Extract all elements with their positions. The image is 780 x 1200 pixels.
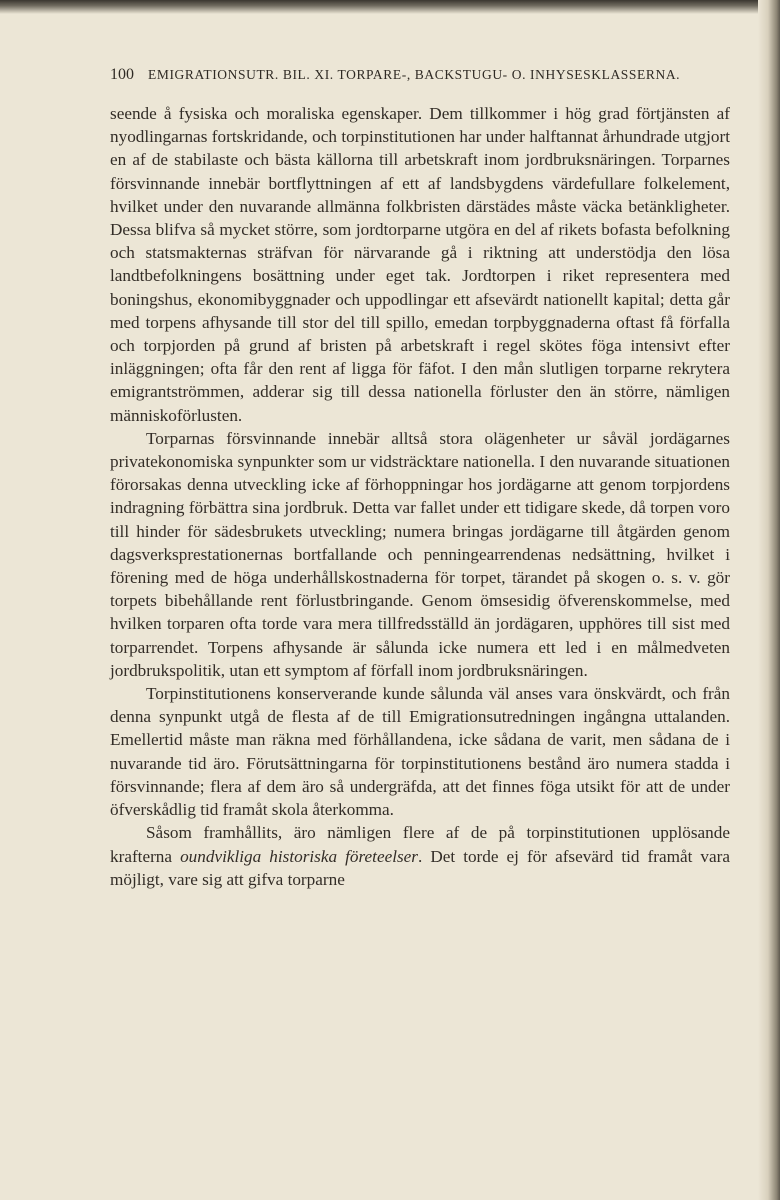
paragraph-4-emphasis: oundvikliga historiska företeelser <box>180 846 418 866</box>
paragraph-4 <box>110 821 730 891</box>
paragraph-4-text-after: . Det torde ej för afsevärd tid framåt vara möjligt, vare sig att gifva torparne <box>110 846 730 889</box>
page-edge-shadow-top <box>0 0 780 14</box>
paragraph-3: Torpinstitutionens konserverande kunde sålunda väl anses vara önskvärdt, och från denna synpunkt utgå de flesta af de till Emigrationsutredningen ingångna uttalanden. Emellertid måste man räkna med förhållandena, icke sådana de varit, men sådana de i nuvarande tid äro. Förutsättningarna för torpinstitutionens bestånd äro numera stadda i försvinnande; flera af dem äro så undergräfda, att det finnes föga utsikt för att de under öfverskådlig tid framåt skola återkomma. <box>110 684 730 820</box>
book-page <box>110 66 730 891</box>
paragraph-2: Torparnas försvinnande innebär alltså stora olägenheter ur såväl jordägarnes privatekonomiska synpunkter som ur vidsträcktare nationella. I den nuvarande situationen förorsakas denna utveckling icke af förhoppningar hos jordägarne att genom torpjordens indragning förbättra sina jordbruk. Detta var fallet under ett tidigare skede, då torpen voro till hinder för sädesbrukets utveckling; numera bringas jordägarne till åtgärden genom dagsverksprestationernas bortfallande och penningearrendenas nedsättning, hvilket i förening med de höga underhållskostnaderna för torpet, tärandet på skogen o. s. v. gör torpets bibehållande rent förlustbringande. Genom ömsesidig öfverenskommelse, med hvilken torparen ofta torde vara mera tillfredsställd än jordägaren, upphöres till sist med torparrendet. Torpens afhysande är sålunda icke numera ett led i en målmedveten jordbrukspolitik, utan ett symptom af förfall inom jordbruksnäringen. <box>110 428 730 680</box>
paragraph-4-text-before: Såsom framhållits, äro nämligen flere af de på torpinstitutionen upplösande krafterna <box>110 823 730 866</box>
paragraph-1: seende å fysiska och moraliska egenskaper. Dem tillkommer i hög grad förtjänsten af nyodlingarnas fortskridande, och torpinstitutionen har under halftannat århundrade utgjort en af de stabilaste och bästa källorna till arbetskraft inom jordbruksnäringen. Torparnes försvinnande innebär bortflyttningen af ett af landsbygdens värdefullare folkelement, hvilket under den nuvarande allmänna folkbristen därstädes måste väcka betänkligheter. Dessa blifva så mycket större, som jordtorparne utgöra en del af rikets bofasta befolkning och statsmakternas sträfvan för närvarande gå i riktning att understödja den lösa landtbefolkningens bosättning under eget tak. Jordtorpen i riket representera med boningshus, ekonomibyggnader och uppodlingar ett afsevärdt nationellt kapital; detta går med torpens afhysande till stor del till spillo, emedan torpbyggnaderna oftast få förfalla och torpjorden på grund af bristen på arbetskraft i regel skötes föga intensivt efter inläggningen; ofta får den rent af ligga för fäfot. I den mån slutligen torparne rekrytera emigrantströmmen, adderar sig till dessa nationella förluster den än större, nämligen människoförlusten. <box>110 104 730 425</box>
page-edge-shadow-right <box>758 0 780 1200</box>
body-text <box>110 102 730 891</box>
running-head <box>110 66 730 88</box>
page-number: 100 <box>110 66 134 83</box>
running-title: EMIGRATIONSUTR. BIL. XI. TORPARE-, BACKSTUGU- O. INHYSESKLASSERNA. <box>148 67 681 82</box>
